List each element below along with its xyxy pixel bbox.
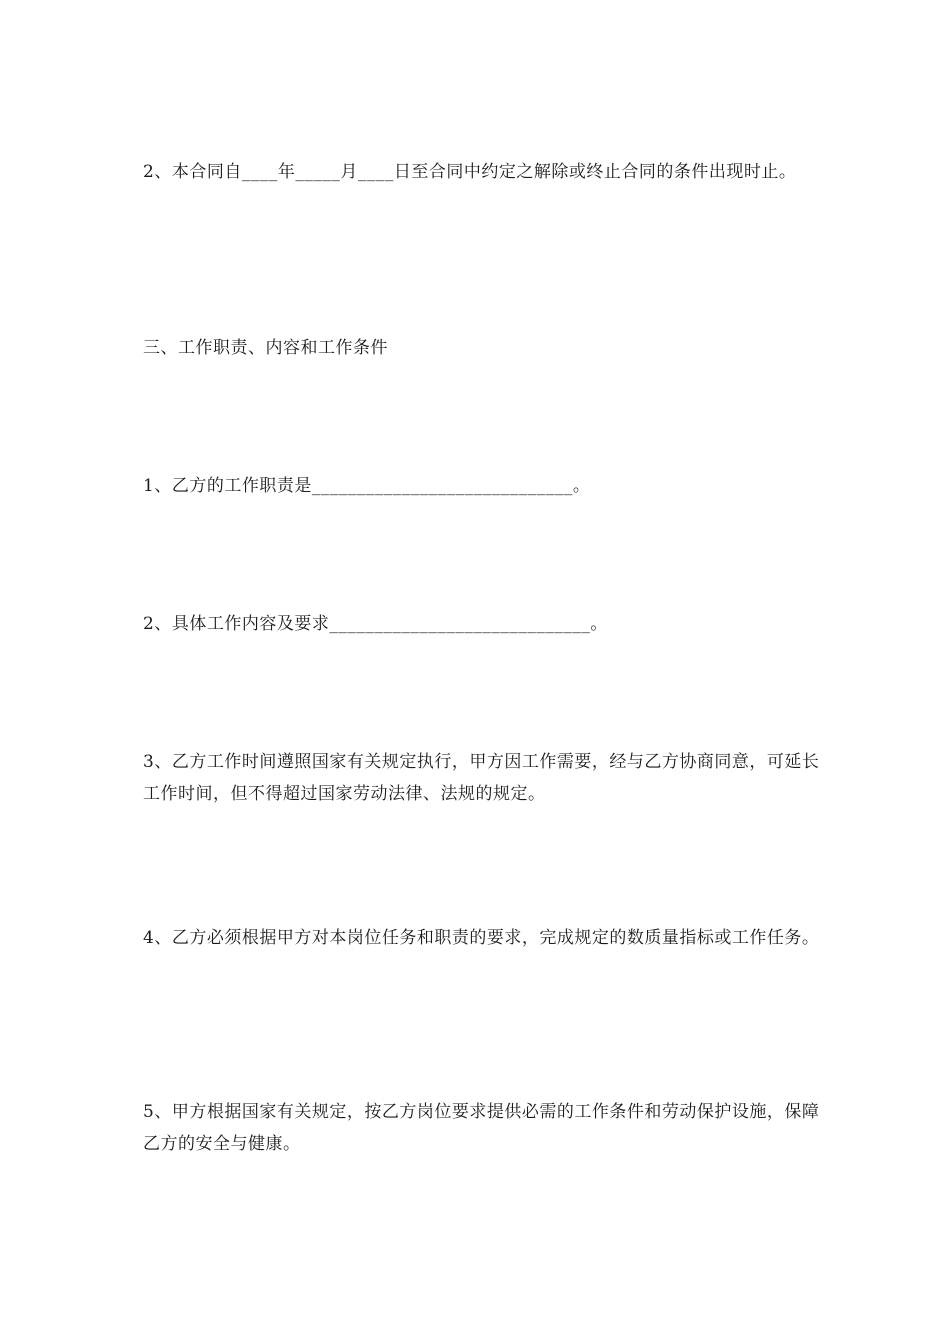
clause-working-hours: 3、乙方工作时间遵照国家有关规定执行，甲方因工作需要，经与乙方协商同意，可延长工作时间，但不得超过国家劳动法律、法规的规定。: [143, 752, 820, 804]
clause-task-requirements: 4、乙方必须根据甲方对本岗位任务和职责的要求，完成规定的数质量指标或工作任务。: [143, 928, 820, 948]
clause-work-content: 2、具体工作内容及要求_____________________________。: [143, 614, 608, 634]
clause-work-conditions: 5、甲方根据国家有关规定，按乙方岗位要求提供必需的工作条件和劳动保护设施，保障乙方的安全与健康。: [143, 1102, 820, 1154]
contract-term-clause: 2、本合同自____年_____月____日至合同中约定之解除或终止合同的条件出现时止。: [143, 162, 797, 182]
clause-job-duties: 1、乙方的工作职责是_____________________________。: [143, 476, 591, 496]
section-heading-duties: 三、工作职责、内容和工作条件: [143, 338, 388, 358]
